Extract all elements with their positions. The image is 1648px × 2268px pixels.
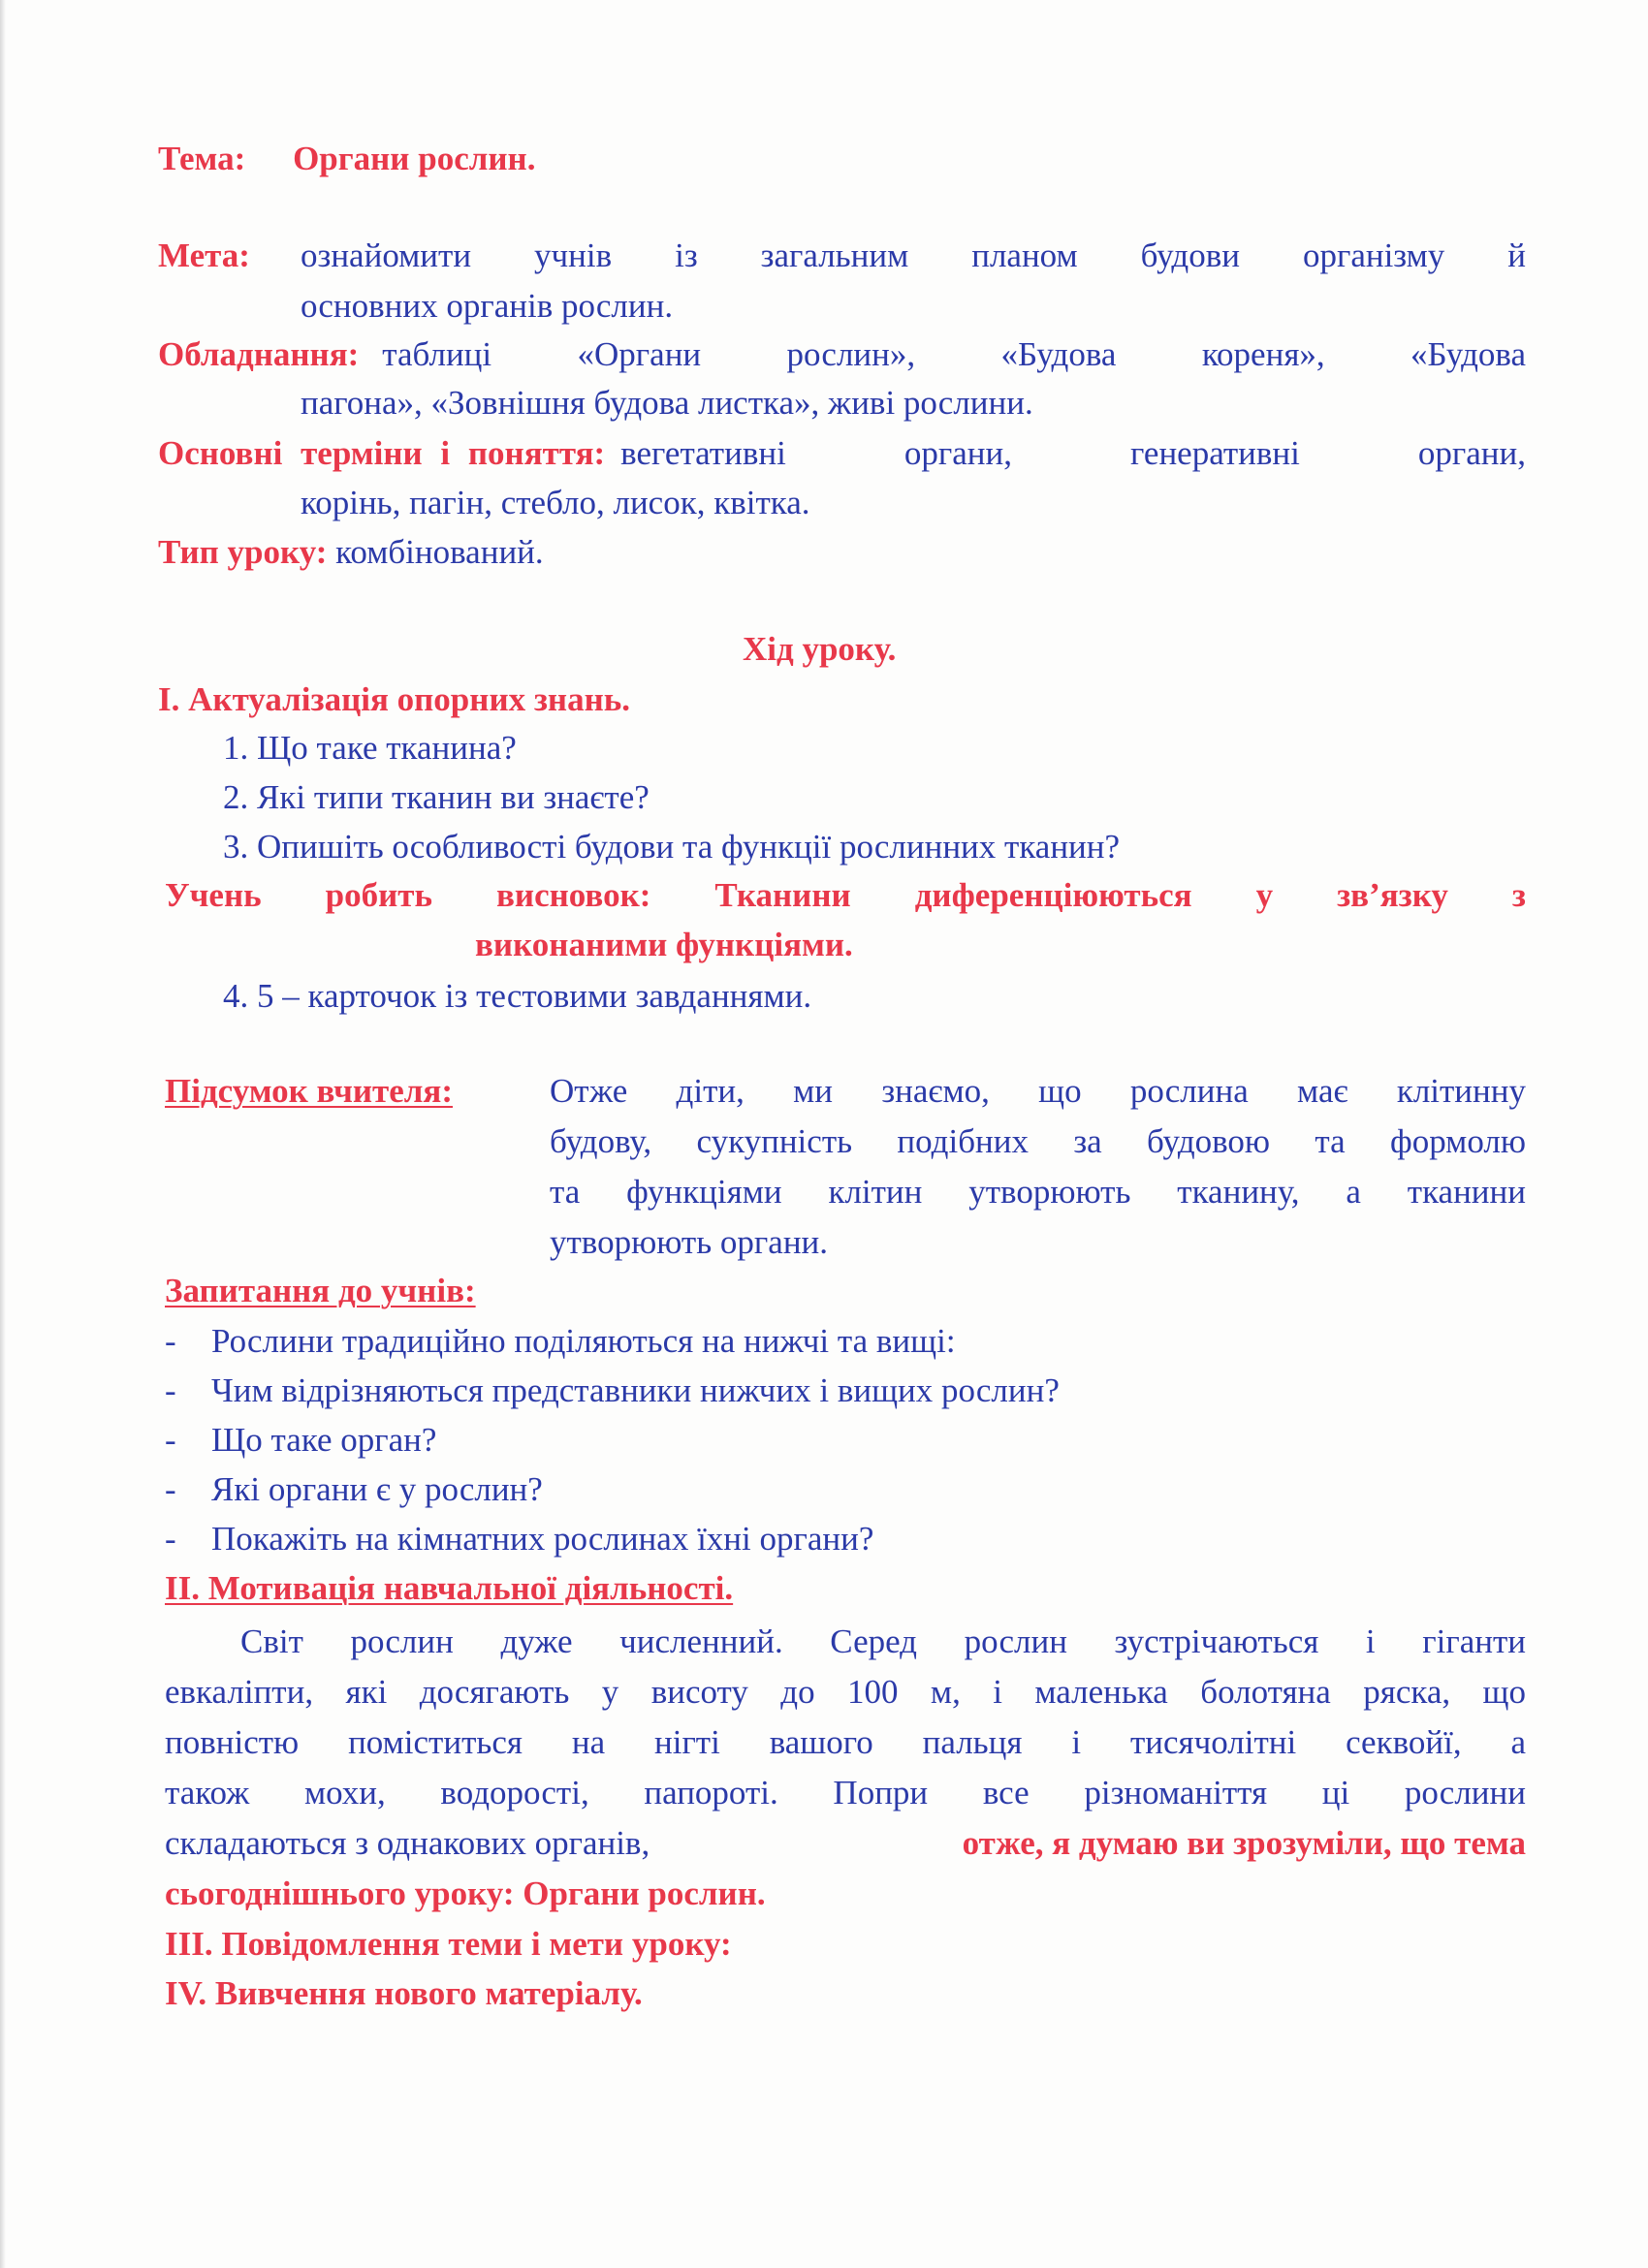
topic-value: Органи рослин. <box>293 140 536 177</box>
terms-text-line2: корінь, пагін, стебло, лисок, квітка. <box>301 484 810 521</box>
student-question-2: Чим відрізняються представники нижчих і вищих рослин? <box>211 1371 1060 1409</box>
section1-question-2: 2. Які типи тканин ви знаєте? <box>223 778 650 816</box>
lesson-type-row <box>158 531 544 574</box>
student-question-dash: - <box>165 1470 176 1508</box>
section4-heading: IV. Вивчення нового матеріалу. <box>165 1974 643 2012</box>
goal-label: Мета: <box>158 236 250 274</box>
section2-line-5 <box>165 1822 1526 1865</box>
section1-conclusion-line1: Учень робить висновок: Тканини диференціюються у зв’язку з <box>165 876 1526 914</box>
section1-conclusion-line2: виконаними функціями. <box>475 926 853 963</box>
section2-line-1: Світ рослин дуже численний. Серед рослин зустрічаються і гіганти <box>240 1622 1526 1660</box>
student-question-3: Що таке орган? <box>211 1421 437 1459</box>
section1-question-1: 1. Що таке тканина? <box>223 729 517 767</box>
scan-edge-shadow <box>0 0 6 2268</box>
teacher-summary-line-4: утворюють органи. <box>550 1223 829 1261</box>
lesson-type-label: Тип уроку: <box>158 533 328 571</box>
student-question-dash: - <box>165 1371 176 1409</box>
terms-text-line1: вегетативні органи, генеративні органи, <box>620 434 1526 472</box>
section2-line-2: евкаліпти, які досягають у висоту до 100 м, і маленька болотяна ряска, що <box>165 1673 1526 1711</box>
section1-question-3: 3. Опишіть особливості будови та функції рослинних тканин? <box>223 828 1121 866</box>
lesson-heading: Хід уроку. <box>743 630 897 668</box>
section2-line-6: сьогоднішнього уроку: Органи рослин. <box>165 1874 766 1912</box>
section2-line-3: повністю поміститься на нігті вашого пальця і тисячолітні секвойї, а <box>165 1723 1526 1761</box>
teacher-summary-label: Підсумок вчителя: <box>165 1072 453 1110</box>
section2-line-5-red: отже, я думаю ви зрозуміли, що тема <box>953 1824 1526 1862</box>
goal-text-line2: основних органів рослин. <box>301 287 674 325</box>
equipment-row <box>158 333 1526 376</box>
equipment-label: Обладнання: <box>158 335 360 373</box>
section1-heading: І. Актуалізація опорних знань. <box>158 680 631 718</box>
student-question-dash: - <box>165 1520 176 1558</box>
student-question-4: Які органи є у рослин? <box>211 1470 543 1508</box>
student-question-5: Покажіть на кімнатних рослинах їхні органи? <box>211 1520 874 1558</box>
terms-label: Основні терміни і поняття: <box>158 434 606 472</box>
student-questions-heading: Запитання до учнів: <box>165 1272 476 1309</box>
section3-heading: ІІІ. Повідомлення теми і мети уроку: <box>165 1925 732 1963</box>
goal-text-line1: ознайомити учнів із загальним планом будови організму й <box>301 236 1526 274</box>
topic-label: Тема: <box>158 140 246 177</box>
teacher-summary-line-2: будову, сукупність подібних за будовою та формолю <box>550 1122 1526 1160</box>
section2-heading: ІІ. Мотивація навчальної діяльності. <box>165 1569 734 1607</box>
teacher-summary-line-3: та функціями клітин утворюють тканину, а тканини <box>550 1173 1526 1211</box>
teacher-summary-line-1: Отже діти, ми знаємо, що рослина має клітинну <box>550 1072 1526 1110</box>
student-question-dash: - <box>165 1421 176 1459</box>
section2-line-4: також мохи, водорості, папороті. Попри все різноманіття ці рослини <box>165 1774 1526 1811</box>
equipment-text-line2: пагона», «Зовнішня будова листка», живі рослини. <box>301 384 1033 422</box>
student-question-1: Рослини традиційно поділяються на нижчі та вищі: <box>211 1322 956 1360</box>
section1-item-4: 4. 5 – карточок із тестовими завданнями. <box>223 977 812 1015</box>
lesson-type-value: комбінований. <box>335 533 544 571</box>
section2-line-5-blue: складаються з однакових органів, <box>165 1824 650 1862</box>
student-question-dash: - <box>165 1322 176 1360</box>
topic-row <box>158 138 535 180</box>
terms-row <box>158 432 1526 475</box>
equipment-text-line1: таблиці «Органи рослин», «Будова кореня», «Будова <box>382 335 1526 373</box>
